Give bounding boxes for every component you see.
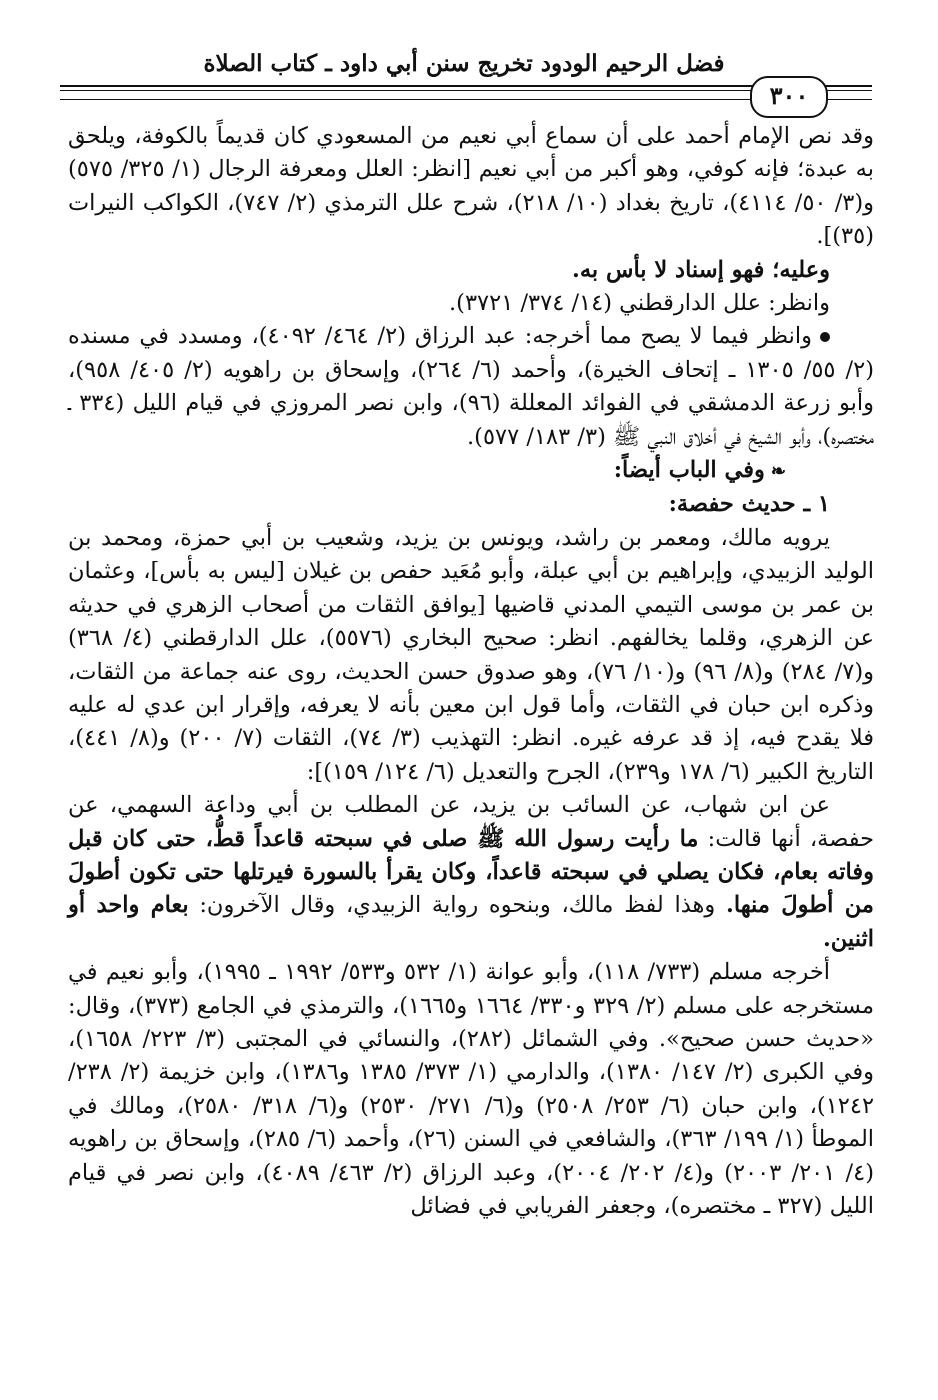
hadith-chain: عن ابن شهاب، عن السائب بن يزيد، عن المطلب بن أبي وداعة السهمي، عن حفصة، أنها قالت: — [68, 792, 874, 852]
paragraph-4-bullet — [68, 320, 874, 454]
subsection-heading: ١ ـ حديث حفصة: — [668, 491, 830, 518]
section-heading-text: وفي الباب أيضاً: — [613, 457, 765, 484]
hadith-note: وهذا لفظ مالك، وبنحوه رواية الزبيدي، وقال الآخرون: — [188, 892, 726, 919]
page-number-cartouche: ٣٠٠ — [750, 76, 828, 118]
leaf-ornament-icon: ❧ — [770, 461, 786, 483]
body-text — [68, 120, 874, 1223]
hadith-variant: بعام واحد أو اثنين. — [68, 892, 874, 952]
section-heading — [68, 454, 874, 488]
paragraph-9: أخرجه مسلم (٧٣٣/ ١١٨)، وأبو عوانة (١/ ٥٣٢ و٥٣٣/ ١٩٩٢ ـ ١٩٩٥)، وأبو نعيم في مستخرجه على مسلم (٢/ ٣٢٩ و٣٣٠/ ١٦٦٤ و١٦٦٥)، والترمذي في الجامع (٣٧٣)، وقال: «حديث حسن صحيح». وفي الشمائل (٢٨٢)، والنسائي في المجتبى (٣/ ٢٢٣/ ١٦٥٨)، وفي الكبرى (٢/ ١٤٧/ ١٣٨٠)، والدارمي (١/ ٣٧٣/ ١٣٨٥ و١٣٨٦)، وابن خزيمة (٢/ ٢٣٨/ ١٢٤٢)، وابن حبان (٦/ ٢٥٣/ ٢٥٠٨) و(٦/ ٢٧١/ ٢٥٣٠) و(٦/ ٣١٨/ ٢٥٨٠)، ومالك في الموطأ (١/ ١٩٩/ ٣٦٣)، والشافعي في السنن (٢٦)، وأحمد (٦/ ٢٨٥)، وإسحاق بن راهويه (٤/ ٢٠١/ ٢٠٠٣) و(٤/ ٢٠٢/ ٢٠٠٤)، وعبد الرزاق (٢/ ٤٦٣/ ٤٠٨٩)، وابن نصر في قيام الليل (٣٢٧ ـ مختصره)، وجعفر الفريابي في فضائل — [68, 959, 875, 1219]
paragraph-1: وقد نص الإمام أحمد على أن سماع أبي نعيم من المسعودي كان قديماً بالكوفة، ويلحق به عبدة؛ فإنه كوفي، وهو أكبر من أبي نعيم [انظر: العلل ومعرفة الرجال (١/ ٣٢٥/ ٥٧٥) و(٣/ ٥٠/ ٤١١٤)، تاريخ بغداد (١٠/ ٢١٨)، شرح علل الترمذي (٢/ ٧٤٧)، الكواكب النيرات (٣٥)]. — [68, 123, 875, 250]
hadith-text: ما رأيت رسول الله ﷺ صلى في سبحته قاعداً قطُّ، حتى كان قبل وفاته بعام، فكان يصلي في سبحته قاعداً، وكان يقرأ بالسورة فيرتلها حتى تكون أطولَ من أطولَ منها. — [68, 825, 874, 919]
running-head-title: فضل الرحيم الودود تخريج سنن أبي داود ـ كتاب الصلاة — [203, 50, 725, 77]
paragraph-4-text: وانظر فيما لا يصح مما أخرجه: عبد الرزاق (٢/ ٤٦٤/ ٤٠٩٢)، ومسدد في مسنده (٢/ ٥٥/ ١٣٠٥ ـ إتحاف الخيرة)، وأحمد (٦/ ٢٦٤)، وإسحاق بن راهويه (٢/ ٤٠٥/ ٩٥٨)، وأبو زرعة الدمشقي في الفوائد المعللة (٩٦)، وابن نصر المروزي في قيام الليل (٣٣٤ ـ مختصره)، وأبو الشيخ في أخلاق النبي ﷺ (٣/ ١٨٣/ ٥٧٧). — [68, 323, 875, 450]
bullet-icon — [820, 332, 830, 342]
paragraph-7: يرويه مالك، ومعمر بن راشد، ويونس بن يزيد، وشعيب بن أبي حمزة، ومحمد بن الوليد الزبيدي، وإبراهيم بن أبي عبلة، وأبو مُعَيد حفص بن غيلان [ليس به بأس]، وعثمان بن عمر بن موسى التيمي المدني قاضيها [يوافق الثقات من أصحاب الزهري في حديثه عن الزهري، وقلما يخالفهم. انظر: صحيح البخاري (٥٥٧٦)، علل الدارقطني (٤/ ٣٦٨) و(٧/ ٢٨٤) و(٨/ ٩٦) و(١٠/ ٧٦)، وهو صدوق حسن الحديث، روى عنه جماعة من الثقات، وذكره ابن حبان في الثقات، وأما قول ابن معين بأنه لا يعرفه، وإقرار ابن عدي له عليه فلا يقدح فيه، إذ قد عرفه غيره. انظر: التهذيب (٣/ ٧٤)، الثقات (٧/ ٢٠٠) و(٨/ ٤٤١)، التاريخ الكبير (٦/ ١٧٨ و٢٣٩)، الجرح والتعديل (٦/ ١٢٤/ ١٥٩)]: — [68, 524, 875, 785]
paragraph-8-hadith — [68, 789, 874, 956]
paragraph-2-conclusion: وعليه؛ فهو إسناد لا بأس به. — [571, 256, 830, 283]
paragraph-3: وانظر: علل الدارقطني (١٤/ ٣٧٤/ ٣٧٢١). — [449, 290, 830, 317]
